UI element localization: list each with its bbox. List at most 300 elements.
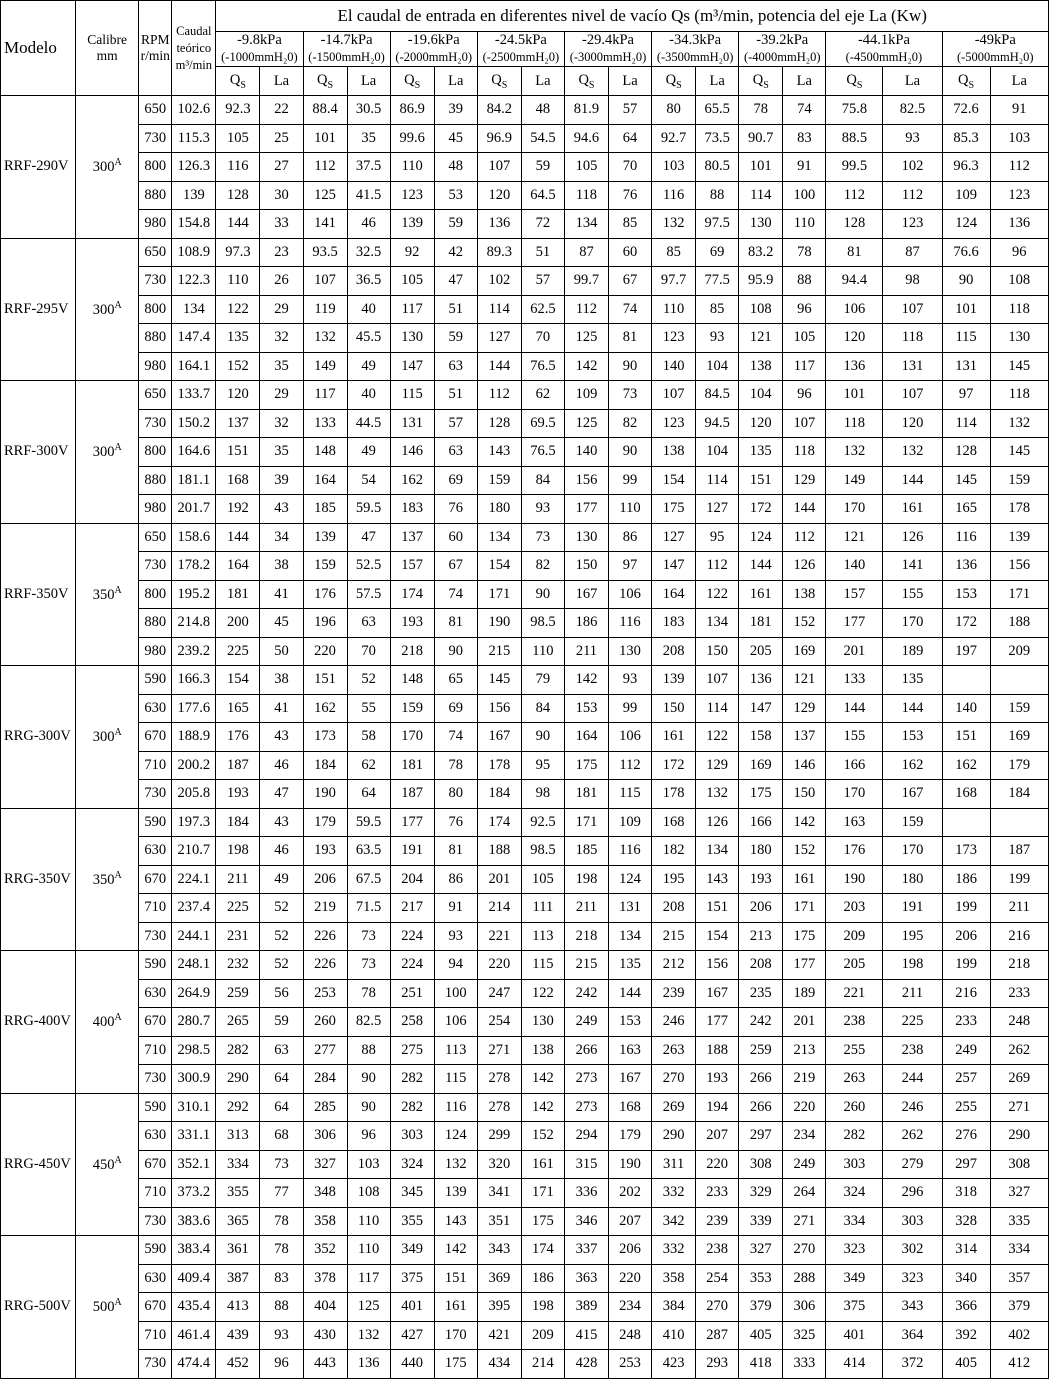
qs-cell: 178 bbox=[477, 751, 521, 780]
qs-cell: 170 bbox=[826, 495, 883, 524]
qs-cell: 440 bbox=[390, 1350, 434, 1379]
qs-cell: 144 bbox=[216, 523, 260, 552]
qs-cell: 209 bbox=[826, 922, 883, 951]
qs-cell: 162 bbox=[390, 466, 434, 495]
caudal-cell: 237.4 bbox=[172, 894, 216, 923]
table-row bbox=[1, 1179, 1049, 1208]
la-cell: 131 bbox=[883, 352, 942, 381]
qs-subscript: S bbox=[327, 79, 334, 91]
qs-cell: 306 bbox=[303, 1122, 347, 1151]
qs-cell: 242 bbox=[739, 1008, 783, 1037]
la-cell: 91 bbox=[434, 894, 477, 923]
la-cell: 225 bbox=[883, 1008, 942, 1037]
qs-header bbox=[652, 67, 696, 96]
calibre-value: 300 bbox=[92, 444, 115, 461]
la-cell: 134 bbox=[696, 609, 739, 638]
pressure-kpa: -19.6kPa bbox=[407, 32, 460, 48]
la-cell: 52.5 bbox=[347, 552, 390, 581]
la-cell: 109 bbox=[609, 808, 652, 837]
qs-cell: 118 bbox=[826, 409, 883, 438]
rpm-cell: 880 bbox=[139, 181, 172, 210]
la-cell: 110 bbox=[347, 1236, 390, 1265]
caudal-header bbox=[172, 1, 216, 96]
la-cell: 134 bbox=[696, 837, 739, 866]
la-cell: 65.5 bbox=[696, 96, 739, 125]
la-cell: 59 bbox=[434, 210, 477, 239]
la-cell: 120 bbox=[883, 409, 942, 438]
la-cell: 84 bbox=[521, 466, 564, 495]
la-cell: 65 bbox=[434, 666, 477, 695]
qs-cell: 375 bbox=[390, 1264, 434, 1293]
qs-cell: 120 bbox=[826, 324, 883, 353]
la-cell: 189 bbox=[783, 979, 826, 1008]
la-cell: 72 bbox=[521, 210, 564, 239]
la-cell: 105 bbox=[521, 865, 564, 894]
la-cell: 412 bbox=[990, 1350, 1048, 1379]
la-cell: 214 bbox=[521, 1350, 564, 1379]
qs-cell: 329 bbox=[739, 1179, 783, 1208]
la-cell: 142 bbox=[521, 1093, 564, 1122]
la-cell: 112 bbox=[696, 552, 739, 581]
qs-cell: 259 bbox=[216, 979, 260, 1008]
qs-cell: 97.3 bbox=[216, 238, 260, 267]
qs-cell: 140 bbox=[564, 438, 608, 467]
model-cell: RRF-295V bbox=[1, 238, 76, 381]
calibre-value: 400 bbox=[92, 1014, 115, 1031]
qs-cell: 90 bbox=[942, 267, 990, 296]
qs-cell: 123 bbox=[652, 324, 696, 353]
la-cell: 78 bbox=[260, 1207, 303, 1236]
qs-cell: 161 bbox=[652, 723, 696, 752]
rpm-cell: 670 bbox=[139, 865, 172, 894]
qs-cell: 105 bbox=[564, 153, 608, 182]
la-cell: 76.5 bbox=[521, 438, 564, 467]
la-cell: 52 bbox=[260, 894, 303, 923]
qs-cell: 315 bbox=[564, 1150, 608, 1179]
la-cell: 40 bbox=[347, 381, 390, 410]
table-row bbox=[1, 609, 1049, 638]
la-cell: 107 bbox=[696, 666, 739, 695]
la-cell: 202 bbox=[609, 1179, 652, 1208]
qs-cell: 110 bbox=[216, 267, 260, 296]
qs-cell: 193 bbox=[216, 780, 260, 809]
la-cell: 246 bbox=[883, 1093, 942, 1122]
la-cell: 62 bbox=[347, 751, 390, 780]
la-cell: 159 bbox=[990, 694, 1048, 723]
la-cell: 30.5 bbox=[347, 96, 390, 125]
qs-cell: 282 bbox=[390, 1093, 434, 1122]
table-row bbox=[1, 1350, 1049, 1379]
caudal-cell: 126.3 bbox=[172, 153, 216, 182]
la-cell: 82 bbox=[609, 409, 652, 438]
qs-cell: 177 bbox=[564, 495, 608, 524]
la-cell: 194 bbox=[696, 1093, 739, 1122]
la-cell: 290 bbox=[990, 1122, 1048, 1151]
la-cell: 169 bbox=[783, 637, 826, 666]
la-cell: 32 bbox=[260, 409, 303, 438]
la-cell: 219 bbox=[783, 1065, 826, 1094]
qs-cell: 173 bbox=[942, 837, 990, 866]
table-row bbox=[1, 1150, 1049, 1179]
la-cell: 93 bbox=[260, 1321, 303, 1350]
pressure-mmh2o: (-4000mmH₂0) bbox=[743, 50, 821, 64]
qs-cell: 158 bbox=[739, 723, 783, 752]
qs-subscript: S bbox=[763, 79, 769, 91]
qs-cell: 186 bbox=[942, 865, 990, 894]
rpm-cell: 630 bbox=[139, 1264, 172, 1293]
la-cell: 78 bbox=[260, 1236, 303, 1265]
la-cell: 90 bbox=[521, 580, 564, 609]
qs-cell: 405 bbox=[739, 1321, 783, 1350]
qs-cell: 193 bbox=[303, 837, 347, 866]
qs-cell: 85 bbox=[652, 238, 696, 267]
la-cell: 63 bbox=[434, 352, 477, 381]
qs-cell: 104 bbox=[739, 381, 783, 410]
table-row bbox=[1, 552, 1049, 581]
qs-cell: 88.5 bbox=[826, 124, 883, 153]
la-cell: 93 bbox=[609, 666, 652, 695]
caudal-cell: 224.1 bbox=[172, 865, 216, 894]
la-cell: 253 bbox=[609, 1350, 652, 1379]
qs-label: Q bbox=[404, 71, 415, 88]
la-cell: 138 bbox=[521, 1036, 564, 1065]
qs-cell: 88.4 bbox=[303, 96, 347, 125]
qs-cell: 138 bbox=[739, 352, 783, 381]
pressure-kpa: -14.7kPa bbox=[320, 32, 373, 48]
qs-cell: 101 bbox=[739, 153, 783, 182]
la-cell: 96 bbox=[347, 1122, 390, 1151]
qs-cell: 349 bbox=[826, 1264, 883, 1293]
calibre-cell bbox=[76, 951, 139, 1094]
qs-cell: 318 bbox=[942, 1179, 990, 1208]
qs-cell: 233 bbox=[942, 1008, 990, 1037]
la-cell: 123 bbox=[990, 181, 1048, 210]
qs-cell: 239 bbox=[652, 979, 696, 1008]
la-cell: 233 bbox=[990, 979, 1048, 1008]
qs-cell: 159 bbox=[390, 694, 434, 723]
qs-cell: 109 bbox=[564, 381, 608, 410]
caudal-cell: 197.3 bbox=[172, 808, 216, 837]
qs-cell: 324 bbox=[390, 1150, 434, 1179]
la-cell: 159 bbox=[990, 466, 1048, 495]
qs-cell: 218 bbox=[390, 637, 434, 666]
qs-cell: 134 bbox=[564, 210, 608, 239]
qs-cell: 224 bbox=[390, 922, 434, 951]
qs-cell: 132 bbox=[303, 324, 347, 353]
qs-cell: 101 bbox=[826, 381, 883, 410]
rpm-cell: 650 bbox=[139, 381, 172, 410]
qs-cell: 204 bbox=[390, 865, 434, 894]
qs-cell: 332 bbox=[652, 1179, 696, 1208]
qs-cell: 220 bbox=[477, 951, 521, 980]
la-cell: 34 bbox=[260, 523, 303, 552]
la-cell: 81 bbox=[609, 324, 652, 353]
qs-cell: 206 bbox=[942, 922, 990, 951]
caudal-cell: 108.9 bbox=[172, 238, 216, 267]
la-cell: 32 bbox=[260, 324, 303, 353]
caudal-cell: 134 bbox=[172, 295, 216, 324]
pressure-mmh2o: (-1000mmH₂0) bbox=[221, 50, 298, 64]
qs-cell: 154 bbox=[216, 666, 260, 695]
qs-cell: 185 bbox=[303, 495, 347, 524]
qs-cell: 410 bbox=[652, 1321, 696, 1350]
qs-cell: 124 bbox=[942, 210, 990, 239]
la-cell: 129 bbox=[696, 751, 739, 780]
table-row bbox=[1, 1122, 1049, 1151]
la-cell: 161 bbox=[883, 495, 942, 524]
table-row bbox=[1, 580, 1049, 609]
rpm-cell: 880 bbox=[139, 609, 172, 638]
la-cell: 138 bbox=[783, 580, 826, 609]
qs-cell: 172 bbox=[652, 751, 696, 780]
caudal-cell: 214.8 bbox=[172, 609, 216, 638]
qs-cell: 361 bbox=[216, 1236, 260, 1265]
la-cell: 145 bbox=[990, 352, 1048, 381]
qs-cell: 147 bbox=[739, 694, 783, 723]
la-cell: 137 bbox=[783, 723, 826, 752]
la-cell: 41 bbox=[260, 694, 303, 723]
rpm-cell: 630 bbox=[139, 837, 172, 866]
la-cell: 45 bbox=[434, 124, 477, 153]
caudal-cell: 150.2 bbox=[172, 409, 216, 438]
la-cell: 102 bbox=[883, 153, 942, 182]
qs-cell: 211 bbox=[564, 894, 608, 923]
qs-cell: 212 bbox=[652, 951, 696, 980]
la-cell: 90 bbox=[347, 1093, 390, 1122]
qs-cell: 146 bbox=[390, 438, 434, 467]
la-cell: 63.5 bbox=[347, 837, 390, 866]
la-cell: 132 bbox=[696, 780, 739, 809]
qs-cell: 96.9 bbox=[477, 124, 521, 153]
la-cell: 296 bbox=[883, 1179, 942, 1208]
qs-cell: 114 bbox=[942, 409, 990, 438]
la-cell: 126 bbox=[883, 523, 942, 552]
pressure-kpa: -39.2kPa bbox=[756, 32, 809, 48]
table-row bbox=[1, 1036, 1049, 1065]
la-cell: 70 bbox=[609, 153, 652, 182]
qs-cell: 352 bbox=[303, 1236, 347, 1265]
la-cell: 106 bbox=[609, 723, 652, 752]
rpm-cell: 710 bbox=[139, 894, 172, 923]
qs-cell: 121 bbox=[739, 324, 783, 353]
pressure-mmh2o: (-4500mmH₂0) bbox=[845, 50, 923, 64]
qs-subscript: S bbox=[414, 79, 421, 91]
caudal-cell: 461.4 bbox=[172, 1321, 216, 1350]
calibre-header bbox=[76, 1, 139, 96]
qs-cell: 162 bbox=[942, 751, 990, 780]
qs-cell: 180 bbox=[477, 495, 521, 524]
qs-cell: 282 bbox=[390, 1065, 434, 1094]
qs-cell: 290 bbox=[216, 1065, 260, 1094]
table-row bbox=[1, 922, 1049, 951]
la-cell: 27 bbox=[260, 153, 303, 182]
la-cell: 104 bbox=[696, 352, 739, 381]
qs-cell: 278 bbox=[477, 1093, 521, 1122]
model-cell: RRG-350V bbox=[1, 808, 76, 951]
la-cell: 244 bbox=[883, 1065, 942, 1094]
rpm-header bbox=[139, 1, 172, 96]
qs-cell: 134 bbox=[477, 523, 521, 552]
la-cell: 177 bbox=[783, 951, 826, 980]
la-cell: 69 bbox=[434, 694, 477, 723]
qs-cell: 266 bbox=[739, 1065, 783, 1094]
qs-cell: 172 bbox=[739, 495, 783, 524]
qs-cell: 423 bbox=[652, 1350, 696, 1379]
la-cell: 161 bbox=[521, 1150, 564, 1179]
qs-cell: 320 bbox=[477, 1150, 521, 1179]
qs-cell: 205 bbox=[739, 637, 783, 666]
la-cell: 110 bbox=[521, 637, 564, 666]
calibre-value: 300 bbox=[92, 301, 115, 318]
la-cell: 51 bbox=[434, 381, 477, 410]
caudal-cell: 435.4 bbox=[172, 1293, 216, 1322]
la-cell: 104 bbox=[696, 438, 739, 467]
qs-cell: 99.7 bbox=[564, 267, 608, 296]
qs-cell: 265 bbox=[216, 1008, 260, 1037]
qs-cell: 389 bbox=[564, 1293, 608, 1322]
qs-cell: 154 bbox=[652, 466, 696, 495]
rpm-cell: 710 bbox=[139, 1179, 172, 1208]
pressure-mmh2o: (-2500mmH₂0) bbox=[482, 50, 560, 64]
qs-cell: 208 bbox=[652, 637, 696, 666]
qs-cell: 92.3 bbox=[216, 96, 260, 125]
caudal-label-2: teórico bbox=[176, 40, 212, 55]
la-cell: 180 bbox=[883, 865, 942, 894]
rpm-cell: 980 bbox=[139, 210, 172, 239]
la-header: La bbox=[260, 67, 303, 96]
qs-cell: 124 bbox=[739, 523, 783, 552]
la-cell: 114 bbox=[696, 694, 739, 723]
qs-cell: 190 bbox=[826, 865, 883, 894]
la-cell: 56 bbox=[260, 979, 303, 1008]
la-cell: 25 bbox=[260, 124, 303, 153]
la-cell: 175 bbox=[783, 922, 826, 951]
la-cell bbox=[990, 808, 1048, 837]
la-cell: 77 bbox=[260, 1179, 303, 1208]
qs-label: Q bbox=[752, 71, 764, 88]
qs-cell: 340 bbox=[942, 1264, 990, 1293]
qs-cell: 83.2 bbox=[739, 238, 783, 267]
caudal-cell: 310.1 bbox=[172, 1093, 216, 1122]
la-cell: 168 bbox=[609, 1093, 652, 1122]
la-cell: 78 bbox=[434, 751, 477, 780]
la-cell: 121 bbox=[783, 666, 826, 695]
caudal-cell: 158.6 bbox=[172, 523, 216, 552]
la-cell: 135 bbox=[883, 666, 942, 695]
la-cell: 113 bbox=[521, 922, 564, 951]
pressure-kpa: -29.4kPa bbox=[582, 32, 634, 48]
table-body bbox=[1, 96, 1049, 1379]
pressure-kpa: -24.5kPa bbox=[494, 32, 547, 48]
qs-label: Q bbox=[229, 71, 241, 88]
qs-cell: 153 bbox=[942, 580, 990, 609]
la-cell: 46 bbox=[260, 751, 303, 780]
table-row bbox=[1, 523, 1049, 552]
la-cell: 64 bbox=[609, 124, 652, 153]
la-cell: 53 bbox=[434, 181, 477, 210]
la-cell: 334 bbox=[990, 1236, 1048, 1265]
la-cell: 48 bbox=[521, 96, 564, 125]
la-cell: 52 bbox=[347, 666, 390, 695]
qs-cell: 181 bbox=[739, 609, 783, 638]
qs-cell: 405 bbox=[942, 1350, 990, 1379]
qs-cell: 260 bbox=[826, 1093, 883, 1122]
la-cell: 189 bbox=[883, 637, 942, 666]
caudal-cell: 352.1 bbox=[172, 1150, 216, 1179]
qs-cell: 327 bbox=[303, 1150, 347, 1179]
la-cell: 57 bbox=[609, 96, 652, 125]
la-cell: 154 bbox=[696, 922, 739, 951]
qs-cell: 92 bbox=[390, 238, 434, 267]
qs-label: Q bbox=[491, 71, 502, 88]
qs-cell: 117 bbox=[303, 381, 347, 410]
table-row bbox=[1, 153, 1049, 182]
qs-cell: 247 bbox=[477, 979, 521, 1008]
table-row bbox=[1, 96, 1049, 125]
rpm-unit: r/min bbox=[140, 48, 170, 63]
la-header: La bbox=[347, 67, 390, 96]
qs-cell: 285 bbox=[303, 1093, 347, 1122]
la-cell: 116 bbox=[609, 837, 652, 866]
qs-cell: 167 bbox=[477, 723, 521, 752]
qs-cell: 198 bbox=[564, 865, 608, 894]
rpm-cell: 730 bbox=[139, 1065, 172, 1094]
rpm-cell: 880 bbox=[139, 466, 172, 495]
la-cell: 64 bbox=[260, 1065, 303, 1094]
qs-cell: 181 bbox=[564, 780, 608, 809]
qs-cell: 238 bbox=[826, 1008, 883, 1037]
qs-cell: 224 bbox=[390, 951, 434, 980]
qs-cell: 401 bbox=[390, 1293, 434, 1322]
table-row bbox=[1, 210, 1049, 239]
la-cell: 234 bbox=[609, 1293, 652, 1322]
qs-cell: 121 bbox=[826, 523, 883, 552]
rpm-cell: 670 bbox=[139, 1150, 172, 1179]
la-cell: 110 bbox=[347, 1207, 390, 1236]
la-cell: 71.5 bbox=[347, 894, 390, 923]
rpm-cell: 710 bbox=[139, 751, 172, 780]
table-row bbox=[1, 837, 1049, 866]
qs-cell: 273 bbox=[564, 1093, 608, 1122]
table-row bbox=[1, 409, 1049, 438]
qs-cell: 297 bbox=[942, 1150, 990, 1179]
la-cell: 216 bbox=[990, 922, 1048, 951]
la-cell: 84.5 bbox=[696, 381, 739, 410]
qs-cell: 125 bbox=[303, 181, 347, 210]
la-cell: 177 bbox=[696, 1008, 739, 1037]
qs-cell: 179 bbox=[303, 808, 347, 837]
la-cell: 86 bbox=[609, 523, 652, 552]
qs-cell: 117 bbox=[390, 295, 434, 324]
la-cell: 306 bbox=[783, 1293, 826, 1322]
qs-cell: 334 bbox=[216, 1150, 260, 1179]
caudal-cell: 331.1 bbox=[172, 1122, 216, 1151]
qs-label: Q bbox=[958, 71, 969, 88]
qs-cell: 148 bbox=[390, 666, 434, 695]
la-cell: 52 bbox=[260, 922, 303, 951]
qs-cell: 128 bbox=[826, 210, 883, 239]
la-cell: 112 bbox=[609, 751, 652, 780]
qs-cell: 131 bbox=[942, 352, 990, 381]
qs-cell: 342 bbox=[652, 1207, 696, 1236]
la-cell: 42 bbox=[434, 238, 477, 267]
qs-cell: 141 bbox=[303, 210, 347, 239]
la-cell: 171 bbox=[521, 1179, 564, 1208]
la-cell: 333 bbox=[783, 1350, 826, 1379]
la-cell: 364 bbox=[883, 1321, 942, 1350]
qs-cell: 106 bbox=[826, 295, 883, 324]
calibre-cell bbox=[76, 523, 139, 666]
